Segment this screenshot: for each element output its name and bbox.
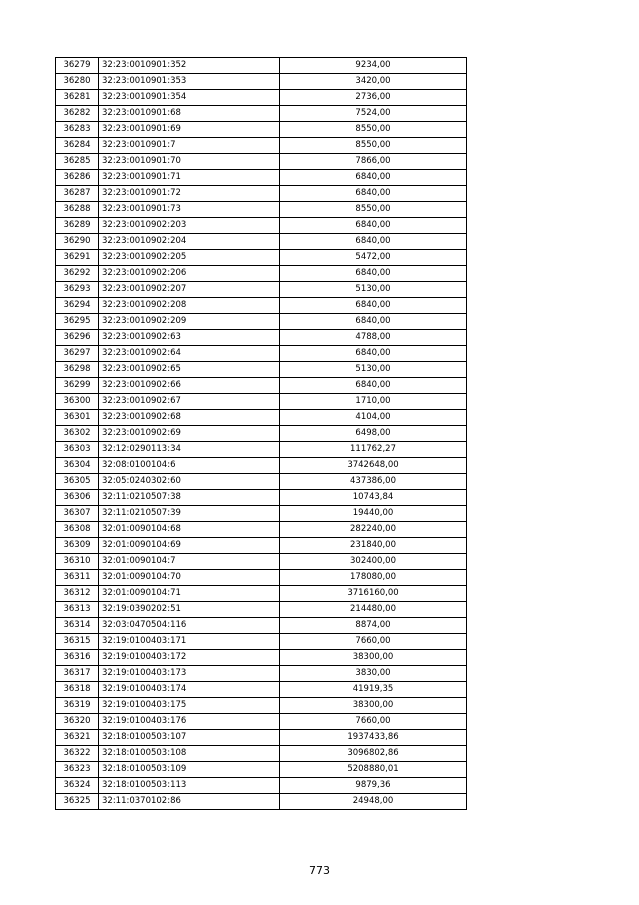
cadastral-number-cell: 32:23:0010902:203 xyxy=(99,218,280,234)
value-cell: 5130,00 xyxy=(280,282,467,298)
table-row xyxy=(56,122,467,138)
row-id-cell: 36317 xyxy=(56,666,99,682)
cadastral-number-cell: 32:19:0100403:172 xyxy=(99,650,280,666)
table-row xyxy=(56,714,467,730)
table-row xyxy=(56,506,467,522)
row-id-cell: 36288 xyxy=(56,202,99,218)
row-id-cell: 36294 xyxy=(56,298,99,314)
value-cell: 4104,00 xyxy=(280,410,467,426)
cadastral-number-cell: 32:11:0210507:39 xyxy=(99,506,280,522)
table-row xyxy=(56,250,467,266)
cadastral-number-cell: 32:23:0010901:72 xyxy=(99,186,280,202)
cadastral-number-cell: 32:23:0010902:66 xyxy=(99,378,280,394)
row-id-cell: 36301 xyxy=(56,410,99,426)
row-id-cell: 36279 xyxy=(56,58,99,74)
value-cell: 302400,00 xyxy=(280,554,467,570)
table-row xyxy=(56,730,467,746)
row-id-cell: 36280 xyxy=(56,74,99,90)
row-id-cell: 36299 xyxy=(56,378,99,394)
cadastral-number-cell: 32:23:0010901:69 xyxy=(99,122,280,138)
table-row xyxy=(56,58,467,74)
value-cell: 5208880,01 xyxy=(280,762,467,778)
cadastral-value-table xyxy=(55,57,467,810)
cadastral-number-cell: 32:23:0010901:73 xyxy=(99,202,280,218)
table-row xyxy=(56,554,467,570)
value-cell: 3716160,00 xyxy=(280,586,467,602)
table-row xyxy=(56,666,467,682)
cadastral-number-cell: 32:23:0010902:207 xyxy=(99,282,280,298)
table-row xyxy=(56,138,467,154)
table-row xyxy=(56,602,467,618)
cadastral-number-cell: 32:05:0240302:60 xyxy=(99,474,280,490)
table-body xyxy=(56,58,467,810)
cadastral-number-cell: 32:23:0010901:7 xyxy=(99,138,280,154)
value-cell: 19440,00 xyxy=(280,506,467,522)
row-id-cell: 36302 xyxy=(56,426,99,442)
row-id-cell: 36290 xyxy=(56,234,99,250)
table-row xyxy=(56,74,467,90)
value-cell: 3830,00 xyxy=(280,666,467,682)
row-id-cell: 36284 xyxy=(56,138,99,154)
value-cell: 6840,00 xyxy=(280,378,467,394)
value-cell: 6840,00 xyxy=(280,186,467,202)
value-cell: 41919,35 xyxy=(280,682,467,698)
value-cell: 1937433,86 xyxy=(280,730,467,746)
row-id-cell: 36304 xyxy=(56,458,99,474)
table-row xyxy=(56,794,467,810)
row-id-cell: 36312 xyxy=(56,586,99,602)
table-row xyxy=(56,618,467,634)
row-id-cell: 36282 xyxy=(56,106,99,122)
value-cell: 6840,00 xyxy=(280,298,467,314)
cadastral-number-cell: 32:03:0470504:116 xyxy=(99,618,280,634)
cadastral-number-cell: 32:23:0010902:68 xyxy=(99,410,280,426)
cadastral-number-cell: 32:23:0010902:204 xyxy=(99,234,280,250)
value-cell: 3742648,00 xyxy=(280,458,467,474)
cadastral-number-cell: 32:18:0100503:108 xyxy=(99,746,280,762)
row-id-cell: 36297 xyxy=(56,346,99,362)
row-id-cell: 36281 xyxy=(56,90,99,106)
table-row xyxy=(56,778,467,794)
row-id-cell: 36319 xyxy=(56,698,99,714)
row-id-cell: 36296 xyxy=(56,330,99,346)
cadastral-number-cell: 32:01:0090104:71 xyxy=(99,586,280,602)
page-number: 773 xyxy=(309,864,330,877)
row-id-cell: 36321 xyxy=(56,730,99,746)
cadastral-number-cell: 32:18:0100503:109 xyxy=(99,762,280,778)
cadastral-number-cell: 32:23:0010902:63 xyxy=(99,330,280,346)
cadastral-number-cell: 32:01:0090104:69 xyxy=(99,538,280,554)
cadastral-number-cell: 32:01:0090104:68 xyxy=(99,522,280,538)
row-id-cell: 36320 xyxy=(56,714,99,730)
row-id-cell: 36325 xyxy=(56,794,99,810)
value-cell: 7524,00 xyxy=(280,106,467,122)
value-cell: 8550,00 xyxy=(280,138,467,154)
table-row xyxy=(56,298,467,314)
value-cell: 6498,00 xyxy=(280,426,467,442)
table-row xyxy=(56,346,467,362)
table-row xyxy=(56,474,467,490)
value-cell: 214480,00 xyxy=(280,602,467,618)
table-row xyxy=(56,90,467,106)
value-cell: 1710,00 xyxy=(280,394,467,410)
value-cell: 3420,00 xyxy=(280,74,467,90)
table-row xyxy=(56,762,467,778)
value-cell: 2736,00 xyxy=(280,90,467,106)
row-id-cell: 36315 xyxy=(56,634,99,650)
table-row xyxy=(56,394,467,410)
row-id-cell: 36322 xyxy=(56,746,99,762)
cadastral-number-cell: 32:01:0090104:70 xyxy=(99,570,280,586)
table-row xyxy=(56,234,467,250)
cadastral-number-cell: 32:19:0100403:176 xyxy=(99,714,280,730)
row-id-cell: 36307 xyxy=(56,506,99,522)
table-row xyxy=(56,362,467,378)
row-id-cell: 36306 xyxy=(56,490,99,506)
value-cell: 6840,00 xyxy=(280,234,467,250)
cadastral-number-cell: 32:18:0100503:107 xyxy=(99,730,280,746)
cadastral-number-cell: 32:23:0010901:354 xyxy=(99,90,280,106)
value-cell: 7660,00 xyxy=(280,634,467,650)
table-row xyxy=(56,266,467,282)
row-id-cell: 36318 xyxy=(56,682,99,698)
value-cell: 7660,00 xyxy=(280,714,467,730)
row-id-cell: 36298 xyxy=(56,362,99,378)
table-row xyxy=(56,442,467,458)
table-row xyxy=(56,170,467,186)
value-cell: 8550,00 xyxy=(280,202,467,218)
row-id-cell: 36291 xyxy=(56,250,99,266)
value-cell: 7866,00 xyxy=(280,154,467,170)
row-id-cell: 36295 xyxy=(56,314,99,330)
table-row xyxy=(56,570,467,586)
value-cell: 6840,00 xyxy=(280,346,467,362)
cadastral-number-cell: 32:23:0010901:70 xyxy=(99,154,280,170)
table-row xyxy=(56,650,467,666)
table-row xyxy=(56,154,467,170)
value-cell: 231840,00 xyxy=(280,538,467,554)
row-id-cell: 36293 xyxy=(56,282,99,298)
value-cell: 111762,27 xyxy=(280,442,467,458)
cadastral-number-cell: 32:23:0010902:206 xyxy=(99,266,280,282)
row-id-cell: 36285 xyxy=(56,154,99,170)
value-cell: 282240,00 xyxy=(280,522,467,538)
row-id-cell: 36316 xyxy=(56,650,99,666)
table-row xyxy=(56,634,467,650)
value-cell: 38300,00 xyxy=(280,698,467,714)
table-row xyxy=(56,106,467,122)
cadastral-number-cell: 32:23:0010902:205 xyxy=(99,250,280,266)
row-id-cell: 36292 xyxy=(56,266,99,282)
table-row xyxy=(56,746,467,762)
row-id-cell: 36310 xyxy=(56,554,99,570)
value-cell: 9879,36 xyxy=(280,778,467,794)
cadastral-number-cell: 32:23:0010902:208 xyxy=(99,298,280,314)
cadastral-number-cell: 32:23:0010901:352 xyxy=(99,58,280,74)
cadastral-number-cell: 32:01:0090104:7 xyxy=(99,554,280,570)
row-id-cell: 36287 xyxy=(56,186,99,202)
cadastral-number-cell: 32:23:0010902:69 xyxy=(99,426,280,442)
cadastral-number-cell: 32:19:0390202:51 xyxy=(99,602,280,618)
row-id-cell: 36283 xyxy=(56,122,99,138)
table-row xyxy=(56,426,467,442)
value-cell: 178080,00 xyxy=(280,570,467,586)
row-id-cell: 36314 xyxy=(56,618,99,634)
cadastral-number-cell: 32:23:0010902:65 xyxy=(99,362,280,378)
row-id-cell: 36286 xyxy=(56,170,99,186)
table-row xyxy=(56,698,467,714)
value-cell: 10743,84 xyxy=(280,490,467,506)
table-row xyxy=(56,330,467,346)
cadastral-number-cell: 32:12:0290113:34 xyxy=(99,442,280,458)
table-row xyxy=(56,586,467,602)
value-cell: 8874,00 xyxy=(280,618,467,634)
value-cell: 9234,00 xyxy=(280,58,467,74)
cadastral-number-cell: 32:19:0100403:175 xyxy=(99,698,280,714)
table-row xyxy=(56,186,467,202)
row-id-cell: 36324 xyxy=(56,778,99,794)
cadastral-number-cell: 32:19:0100403:171 xyxy=(99,634,280,650)
cadastral-number-cell: 32:19:0100403:173 xyxy=(99,666,280,682)
value-cell: 5130,00 xyxy=(280,362,467,378)
row-id-cell: 36309 xyxy=(56,538,99,554)
table-row xyxy=(56,410,467,426)
row-id-cell: 36300 xyxy=(56,394,99,410)
table-row xyxy=(56,202,467,218)
value-cell: 6840,00 xyxy=(280,266,467,282)
value-cell: 5472,00 xyxy=(280,250,467,266)
value-cell: 6840,00 xyxy=(280,170,467,186)
table-row xyxy=(56,218,467,234)
cadastral-number-cell: 32:23:0010901:71 xyxy=(99,170,280,186)
value-cell: 6840,00 xyxy=(280,314,467,330)
value-cell: 24948,00 xyxy=(280,794,467,810)
table-row xyxy=(56,314,467,330)
cadastral-number-cell: 32:23:0010901:353 xyxy=(99,74,280,90)
cadastral-number-cell: 32:23:0010902:67 xyxy=(99,394,280,410)
value-cell: 3096802,86 xyxy=(280,746,467,762)
cadastral-number-cell: 32:23:0010901:68 xyxy=(99,106,280,122)
cadastral-number-cell: 32:11:0370102:86 xyxy=(99,794,280,810)
row-id-cell: 36305 xyxy=(56,474,99,490)
value-cell: 6840,00 xyxy=(280,218,467,234)
row-id-cell: 36323 xyxy=(56,762,99,778)
table-row xyxy=(56,282,467,298)
cadastral-number-cell: 32:11:0210507:38 xyxy=(99,490,280,506)
table-row xyxy=(56,378,467,394)
value-cell: 8550,00 xyxy=(280,122,467,138)
table-row xyxy=(56,490,467,506)
cadastral-number-cell: 32:18:0100503:113 xyxy=(99,778,280,794)
row-id-cell: 36308 xyxy=(56,522,99,538)
table-row xyxy=(56,538,467,554)
row-id-cell: 36311 xyxy=(56,570,99,586)
cadastral-number-cell: 32:19:0100403:174 xyxy=(99,682,280,698)
cadastral-number-cell: 32:23:0010902:64 xyxy=(99,346,280,362)
table-row xyxy=(56,458,467,474)
row-id-cell: 36303 xyxy=(56,442,99,458)
table-row xyxy=(56,522,467,538)
value-cell: 38300,00 xyxy=(280,650,467,666)
row-id-cell: 36313 xyxy=(56,602,99,618)
table-row xyxy=(56,682,467,698)
cadastral-number-cell: 32:23:0010902:209 xyxy=(99,314,280,330)
value-cell: 4788,00 xyxy=(280,330,467,346)
value-cell: 437386,00 xyxy=(280,474,467,490)
cadastral-number-cell: 32:08:0100104:6 xyxy=(99,458,280,474)
row-id-cell: 36289 xyxy=(56,218,99,234)
